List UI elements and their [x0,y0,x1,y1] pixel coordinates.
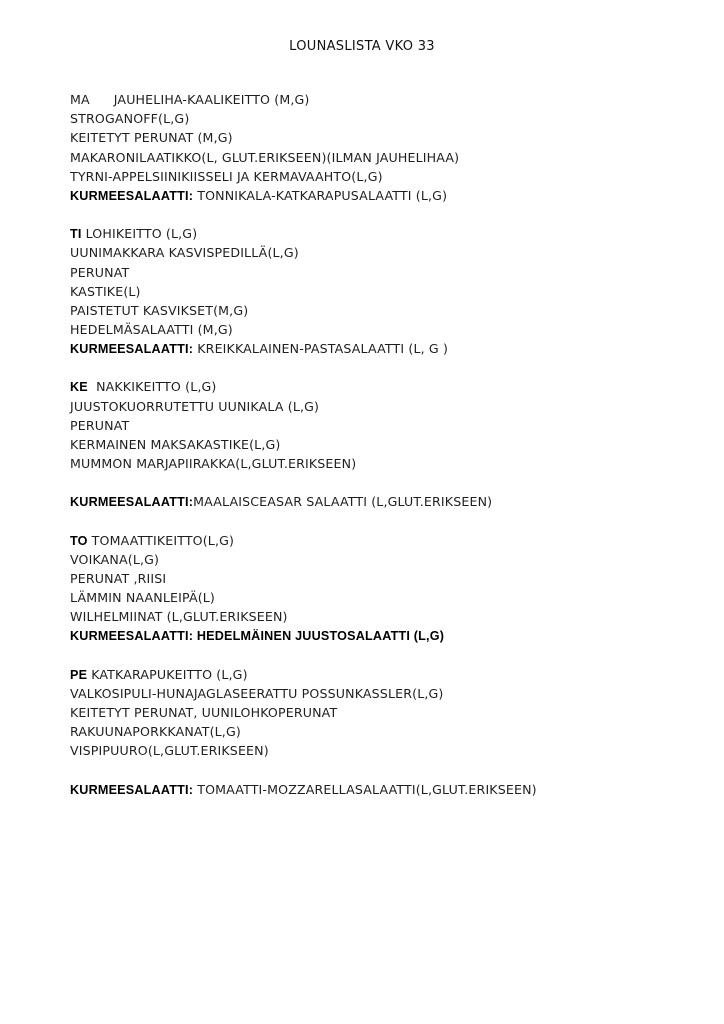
day-thursday [70,531,690,646]
day-monday [70,90,690,205]
day-wednesday [70,377,690,511]
menu-item: KERMAINEN MAKSAKASTIKE(L,G) [70,437,281,452]
menu-item: KASTIKE(L) [70,283,141,299]
salad-line [70,627,690,646]
day-first-line [70,531,690,550]
menu-item: PERUNAT [70,264,130,280]
menu-item: PAISTETUT KASVIKSET(M,G) [70,302,249,318]
soup-item: TOMAATTIKEITTO(L,G) [91,532,235,548]
menu-item: KEITETYT PERUNAT, UUNILOHKOPERUNAT [70,705,338,721]
day-friday [70,665,690,799]
spacer [70,205,690,224]
day-tuesday [70,224,690,358]
salad-item: KREIKKALAINEN-PASTASALAATTI (L, G ) [197,341,449,357]
menu-item: MUMMON MARJAPIIRAKKA(L,GLUT.ERIKSEEN) [70,456,357,472]
day-label: TO [70,533,88,548]
spacer [70,512,690,531]
salad-line [70,339,690,358]
salad-item: MAALAISCEASAR SALAATTI (L,GLUT.ERIKSEEN) [193,494,493,510]
menu-item: MAKARONILAATIKKO(L, GLUT.ERIKSEEN)(ILMAN JAUHELIHAA) [70,149,460,165]
weekly-menu [70,90,690,799]
menu-item: PERUNAT ,RIISI [70,570,167,586]
menu-item: KEITETYT PERUNAT (M,G) [70,130,233,146]
salad-line [70,492,690,511]
soup-item: JAUHELIHA-KAALIKEITTO (M,G) [113,92,310,107]
spacer [70,358,690,377]
menu-item: WILHELMIINAT (L,GLUT.ERIKSEEN) [70,609,288,625]
menu-item: VALKOSIPULI-HUNAJAGLASEERATTU POSSUNKASSLER(L,G) [70,685,444,701]
day-label: TI [70,227,82,242]
salad-label: KURMEESALAATTI: [70,628,194,643]
day-label: PE [70,667,88,682]
menu-item: VOIKANA(L,G) [70,551,160,567]
salad-label: KURMEESALAATTI: [70,188,194,203]
day-first-line [70,377,690,396]
menu-item: STROGANOFF(L,G) [70,111,190,127]
day-first-line [70,224,690,243]
menu-item: RAKUUNAPORKKANAT(L,G) [70,724,241,740]
day-label: MA [70,92,90,107]
salad-item: HEDELMÄINEN JUUSTOSALAATTI (L,G) [196,628,445,643]
page-title: LOUNASLISTA VKO 33 [289,39,435,54]
menu-item: VISPIPUURO(L,GLUT.ERIKSEEN) [70,743,269,759]
soup-item: LOHIKEITTO (L,G) [85,226,198,242]
spacer [70,646,690,665]
menu-item: LÄMMIN NAANLEIPÄ(L) [70,590,215,606]
day-label: KE [70,380,88,395]
salad-line [70,186,690,205]
salad-label: KURMEESALAATTI: [70,495,194,510]
salad-line [70,780,690,799]
menu-item: HEDELMÄSALAATTI (M,G) [70,322,233,338]
menu-item: PERUNAT [70,417,130,433]
day-first-line [70,665,690,684]
menu-item: TYRNI-APPELSIINIKIISSELI JA KERMAVAAHTO(L,G) [70,168,383,184]
spacer [70,761,690,780]
soup-item: NAKKIKEITTO (L,G) [96,379,217,395]
salad-label: KURMEESALAATTI: [70,782,194,797]
spacer [70,473,690,492]
salad-label: KURMEESALAATTI: [70,342,194,357]
menu-item: JUUSTOKUORRUTETTU UUNIKALA (L,G) [70,398,320,414]
salad-item: TOMAATTI-MOZZARELLASALAATTI(L,GLUT.ERIKSEEN) [197,781,537,797]
day-first-line [70,90,690,109]
soup-item: KATKARAPUKEITTO (L,G) [91,666,248,682]
salad-item: TONNIKALA-KATKARAPUSALAATTI (L,G) [197,187,448,203]
menu-item: UUNIMAKKARA KASVISPEDILLÄ(L,G) [70,245,299,261]
